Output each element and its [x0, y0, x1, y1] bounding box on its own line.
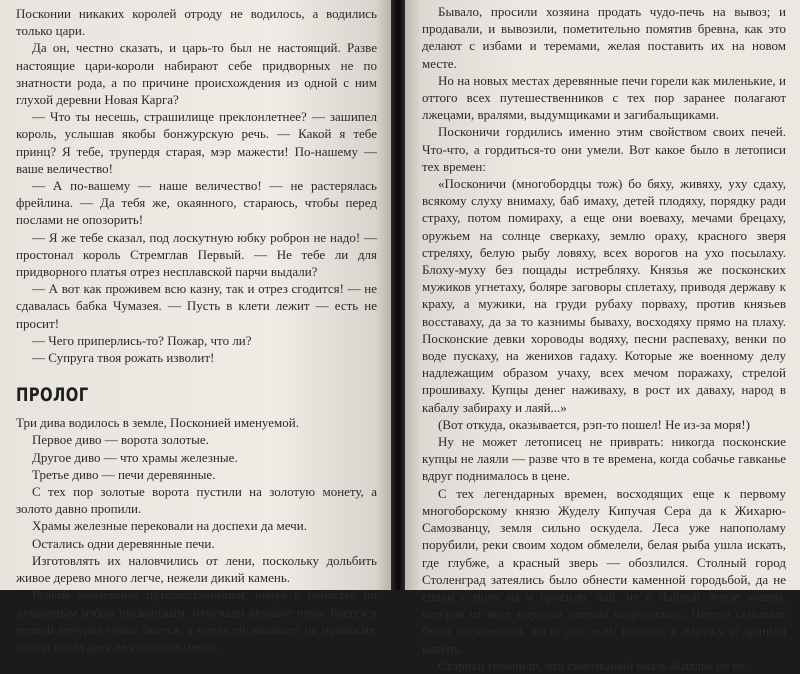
paragraph: Изготовлять их наловчились от лени, поскольку дольбить живое дерево много легче, нежели дикий камень. [16, 552, 377, 586]
paragraph: — А вот как проживем всю казну, так и отрез сгодится! — не сдавалась бабка Чумазея. — Пусть в клети лежит — есть не просит! [16, 281, 377, 331]
paragraph: Другое диво — что храмы железные. [32, 449, 238, 465]
paragraph: (Вот откуда, оказывается, рэп-то пошел! Не из-за моря!) [438, 416, 750, 432]
paragraph: — А по-вашему — наше величество! — не растерялась фрейлина. — Да тебя же, окаянного, стараюсь, чтобы перед послами не опозорить! [16, 178, 377, 228]
paragraph: Редкие иноземные путешественники, ночуя в ненастье по духовитым избам посконским, отмечали великое чудо: бьется в тесной печурке огонь бьется, а вреда ей никакого не приносит, хотя и тепла дает не слишком много. [16, 587, 377, 654]
paragraph: Остались одни деревянные печи. [32, 535, 215, 551]
paragraph: — Супруга твоя рожать изволит! [32, 350, 215, 366]
paragraph: Бывало, просили хозяина продать чудо-печь на вывоз; и продавали, и вывозили, пометительно помятив бревна, как это делают с избами и теремами, желая поставить их на новом месте. [422, 4, 786, 71]
paragraph: Ну не может летописец не приврать: никогда посконские купцы не лаяли — разве что в те времена, когда собачье гавканье вдруг поднималось в цене. [422, 434, 786, 484]
chronicle-quote [422, 175, 786, 416]
paragraph: Первое диво — ворота золотые. [32, 432, 209, 448]
paragraph: Старики говорили, что самозваный князь Жихарь не не [438, 657, 746, 673]
paragraph: Но на новых местах деревянные печи горели как миленькие, и оттого всех путешественников с тех пор заранее полагают лжецами, вралями, выдумщиками и загибальщиками. [422, 72, 786, 123]
paragraph: — Что ты несешь, страшилище преклонлетнее? — зашипел король, услышав якобы бонжурскую речь. — Какой я тебе принц? Я тебе, трупердя старая, мэр мажести! По-нашему — ваше величество! [16, 109, 377, 176]
quote-paragraph: «Посконичи (многобордцы тож) бо бяху, живяху, уху сдаху, всякому слуху внимаху, баб имаху, детей плодяху, порядку ради страху, потом помираху, а еще они воеваху, мечами брецаху, оружьем на солнце сверкаху, землю ораху, красного зверя стреляху, белую рыбу ловяху, всех ворогов на ухо посылаху. Блоху-муху без пощады истребляху. Князья же посконских мужиков угнетаху, боляре заговоры сплетаху, приводя державу к краху, а мужики, на груди рубаху порваху, против князьев восставаху, да за то казнимы бываху, восходяху прямо на плаху. Посконские девки хороводы водяху, песни распеваху, венки по воде пускаху, на женихов гадаху. Которые же военному делу надлежащим образом учаху, всех мечом поражаху, стрелой прошиваху. Купцы денег наживаху, в рост их даваху, народ в кабалу забираху и лаяй...» [422, 176, 786, 415]
left-text-after [16, 414, 377, 655]
paragraph: Третье диво — печи деревянные. [32, 466, 216, 482]
paragraph: Храмы железные перековали на доспехи да мечи. [32, 518, 307, 534]
paragraph: Да он, честно сказать, и царь-то был не настоящий. Разве настоящие цари-короли набирают себе придворных не по знатности рода, а по причине происхождения из одной с ним глухой деревни Новая Карга? [16, 40, 377, 108]
paragraph: Три дива водилось в земле, Посконией именуемой. [16, 415, 299, 431]
paragraph: Посконии никаких королей отроду не водилось, а водились только цари. [16, 6, 377, 39]
paragraph: — Я же тебе сказал, под лоскутную юбку роброн не надо! — простонал король Стремглав Первый. — Не тебе ли для придворного платья отрез несплавской парчи выдали? [16, 229, 377, 280]
paragraph: Посконичи гордились именно этим свойством своих печей. Что-что, а гордиться-то они умели. Вот какое было в летописи тех времен: [422, 124, 786, 174]
left-text-before [16, 5, 377, 366]
right-page [405, 0, 800, 673]
paragraph: С тех пор золотые ворота пустили на золотую монету, а золото давно пропили. [16, 484, 377, 517]
paragraph: С тех легендарных времен, восходящих еще к первому многоборскому князю Жуделу Кипучая Сера да к Жихарю-Самозванцу, земля сильно оскудела. Леса уже напополаму порубили, реки своим ходом обмелели, белая рыба ушла искать, где глубже, а красный зверь — обозлился. Столный город Столенград затеялись было обнести каменной городьбой, да не сняли с полу на и бросили: чай, не в Чайной Земле живем, которая от всех народов стеною огородилась. Нечего скрывать было посконичам, жили они всем напоказ и наружу, и драным наверх. [422, 485, 786, 656]
left-page [0, 0, 391, 654]
section-heading: ПРОЛОГ [16, 384, 89, 407]
book-gutter [391, 0, 405, 590]
paragraph: — Чего приперлись-то? Пожар, что ли? [32, 332, 252, 348]
